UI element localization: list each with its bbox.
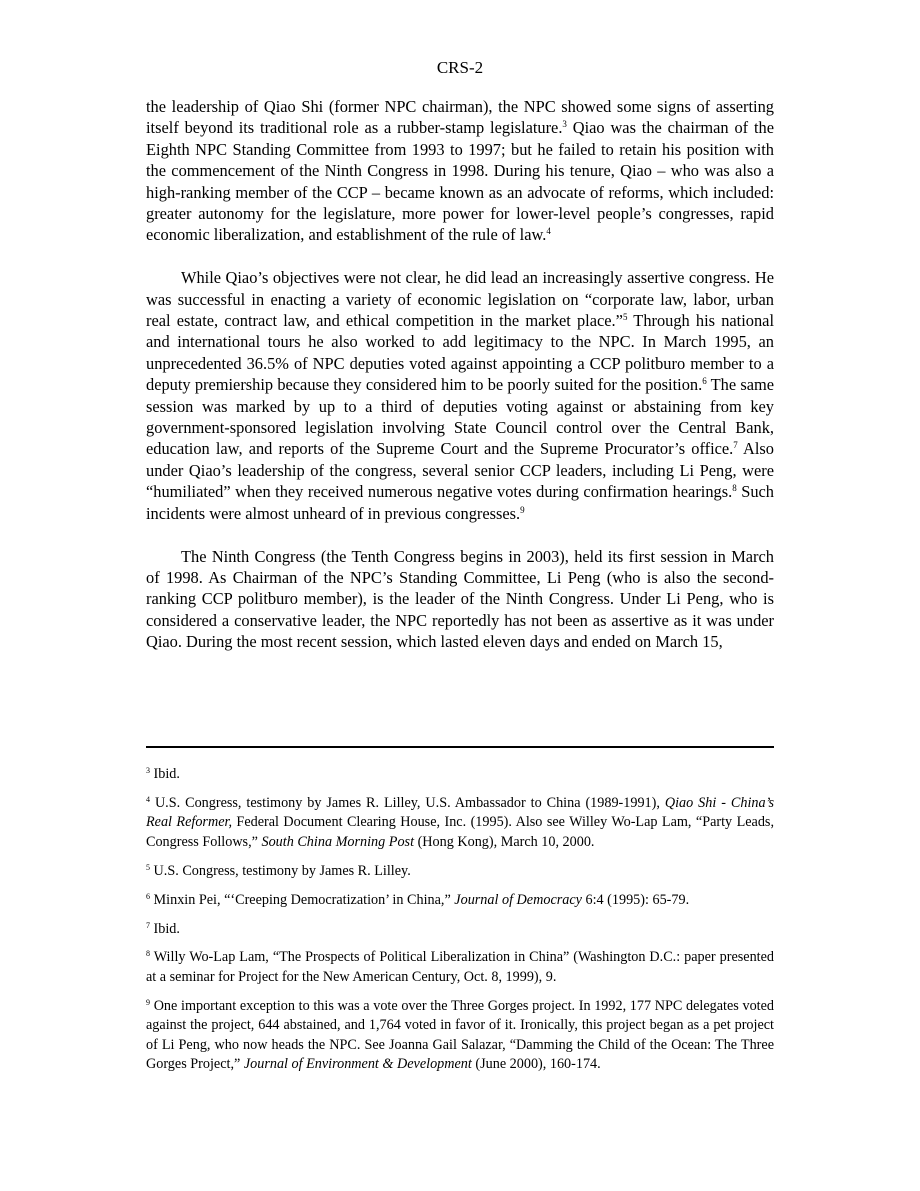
paragraph-text: Qiao was the chairman of the Eighth NPC Standing Committee from 1993 to 1997; but he failed to retain his position with the commencement of the Ninth Congress in 1998. During his tenure, Qiao – who was also a high-ranking member of the CCP – became known as an advocate of reforms, which included: greater autonomy for the legislature, more power for lower-level people’s congresses, rapid economic liberalization, and establishment of the rule of law.: [146, 118, 774, 245]
footnote-ref-5[interactable]: 5: [622, 312, 628, 323]
paragraph-1: [146, 96, 774, 246]
footnote-title: Journal of Environment & Development: [243, 1056, 472, 1073]
footnote-title: Journal of Democracy: [454, 891, 582, 908]
paragraph-text: the leadership of Qiao Shi (former NPC chairman), the NPC showed some signs of asserting itself beyond its traditional role as a rubber-stamp legislature.: [146, 97, 774, 138]
footnotes: [146, 765, 774, 1084]
footnote-text: (Hong Kong), March 10, 2000.: [414, 833, 595, 850]
paragraph-text: Through his national and international tours he also worked to add legitimacy to the NPC. In March 1995, an unprecedented 36.5% of NPC deputies voted against appointing a CCP politburo member to a deputy premiership because they considered him to be poorly suited for the position.: [146, 311, 774, 395]
footnote-text: Ibid.: [153, 920, 180, 937]
footnote-4: [146, 794, 774, 853]
footnote-number: 3: [146, 766, 150, 775]
footnote-ref-8[interactable]: 8: [732, 483, 737, 494]
footnote-text: Ibid.: [153, 766, 180, 782]
footnote-3: [146, 765, 774, 785]
footnote-5: [146, 862, 774, 882]
footnote-number: 6: [146, 891, 150, 901]
paragraph-text: The same session was marked by up to a third of deputies voting against or abstaining from key government-sponsored legislation involving State Council control over the Central Bank, education law, and reports of the Supreme Court and the Supreme Procurator’s office.: [146, 375, 775, 459]
body-text: [146, 96, 774, 674]
paragraph-text: Such incidents were almost unheard of in previous congresses.: [146, 482, 774, 523]
footnote-ref-7[interactable]: 7: [733, 440, 738, 451]
footnote-text: Willy Wo-Lap Lam, “The Prospects of Political Liberalization in China” (Washington D.C.: paper presented at a seminar for Project for the New American Century, Oct. 8, 1999), 9.: [146, 949, 774, 985]
footnote-text: U.S. Congress, testimony by James R. Lilley.: [153, 862, 411, 879]
page-header: CRS-2: [436, 58, 484, 77]
footnote-text: Minxin Pei, “‘Creeping Democratization’ in China,”: [153, 891, 455, 908]
footnote-text: Federal Document Clearing House, Inc. (1995). Also see Willey Wo-Lap Lam, “Party Leads, Congress Follows,”: [146, 814, 774, 850]
footnote-ref-9[interactable]: 9: [520, 504, 525, 515]
paragraph-text: While Qiao’s objectives were not clear, he did lead an increasingly assertive congress. He was successful in enacting a variety of economic legislation on “corporate law, labor, urban real estate, contract law, and ethical competition in the market place.”: [146, 268, 774, 331]
footnote-text: 6:4 (1995): 65-79.: [581, 891, 690, 908]
footnote-divider: [146, 746, 774, 748]
footnote-6: [146, 891, 774, 911]
footnote-title: Qiao Shi - China’s Real Reformer,: [146, 794, 774, 831]
footnote-number: 5: [146, 862, 150, 872]
footnote-text: U.S. Congress, testimony by James R. Lilley, U.S. Ambassador to China (1989-1991),: [154, 794, 665, 811]
paragraph-3: The Ninth Congress (the Tenth Congress begins in 2003), held its first session in March of 1998. As Chairman of the NPC’s Standing Committee, Li Peng (who is also the second-ranking CCP politburo member), is the leader of the Ninth Congress. Under Li Peng, who is considered a conservative leader, the NPC reportedly has not been as assertive as it was under Qiao. During the most recent session, which lasted eleven days and ended on March 15,: [146, 546, 774, 652]
footnote-9: [146, 997, 774, 1075]
footnote-title: South China Morning Post: [261, 833, 415, 850]
footnote-number: 8: [146, 949, 150, 959]
paragraph-text: Also under Qiao’s leadership of the congress, several senior CCP leaders, including Li Peng, were “humiliated” when they received numerous negative votes during confirmation hearings.: [146, 439, 774, 502]
footnote-text: One important exception to this was a vote over the Three Gorges project. In 1992, 177 NPC delegates voted against the project, 644 abstained, and 1,764 voted in favor of it. Ironically, this project began as a pet project of Li Peng, who now heads the NPC. See Joanna Gail Salazar, “Damming the Child of the Ocean: The Three Gorges Project,”: [146, 997, 775, 1073]
footnote-8: [146, 948, 774, 987]
footnote-7: [146, 920, 774, 940]
footnote-ref-3[interactable]: 3: [562, 119, 567, 130]
footnote-number: 9: [146, 997, 150, 1007]
paragraph-2: [146, 267, 774, 524]
footnote-number: 4: [146, 794, 150, 804]
footnote-ref-4[interactable]: 4: [546, 226, 551, 237]
footnote-text: (June 2000), 160-174.: [471, 1056, 601, 1073]
footnote-ref-6[interactable]: 6: [702, 376, 707, 387]
footnote-number: 7: [146, 920, 150, 930]
